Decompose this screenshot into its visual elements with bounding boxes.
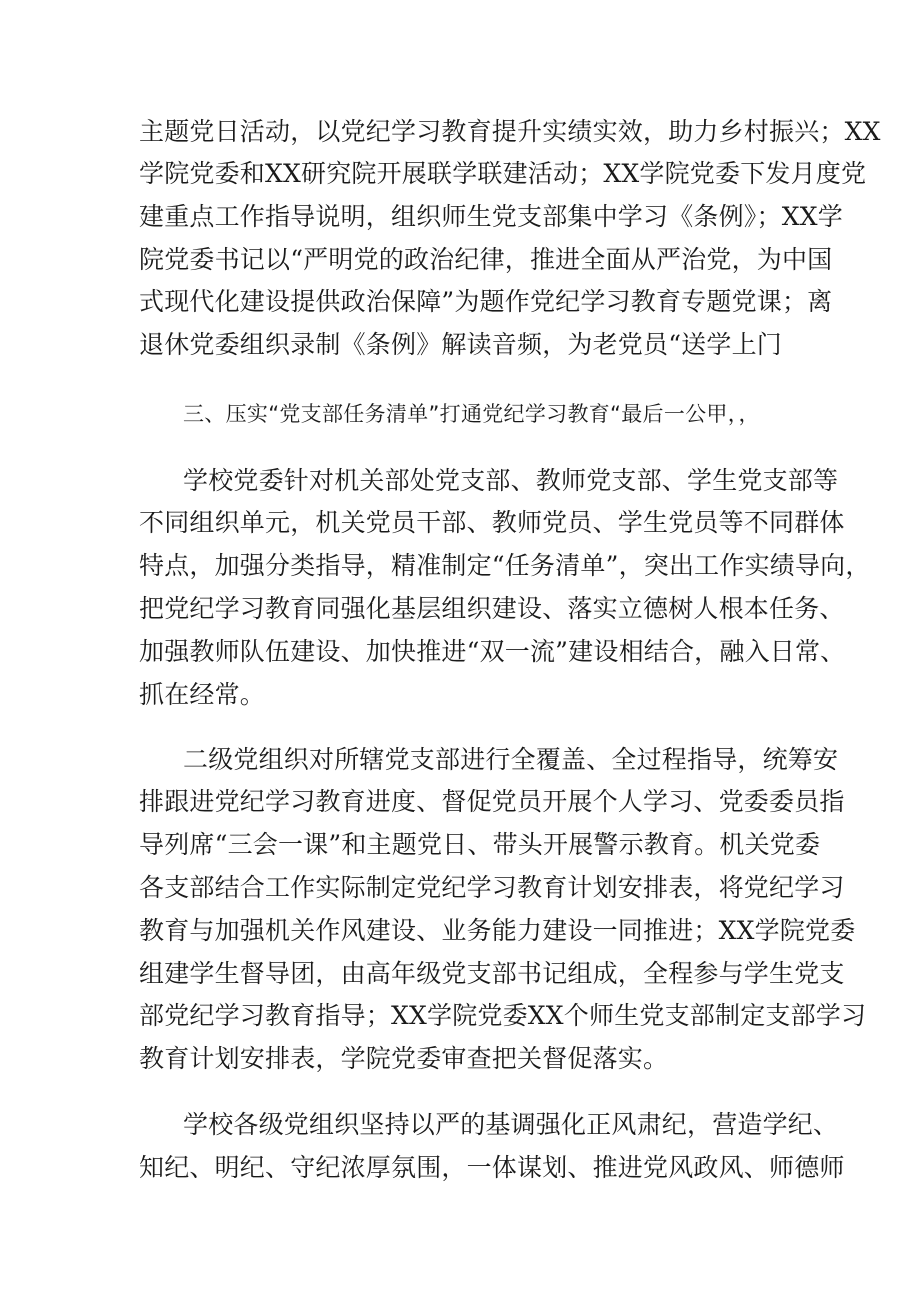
paragraph-1-line-4: 院党委书记以“严明党的政治纪律，推进全面从严治党，为中国 [139,245,833,274]
paragraph-2-line-5: 加强教师队伍建设、加快推进“双一流”建设相结合，融入日常、 [139,637,846,666]
section-heading: 三、压实“党支部任务清单”打通党纪学习教育“最后一公甲，， [183,402,760,426]
paragraph-1-line-3: 建重点工作指导说明，组织师生党支部集中学习《条例》；XX学 [139,202,843,231]
paragraph-3-line-8: 教育计划安排表，学院党委审查把关督促落实。 [139,1044,669,1073]
paragraph-3-line-4: 各支部结合工作实际制定党纪学习教育计划安排表，将党纪学习 [139,873,845,902]
paragraph-3-line-7: 部党纪学习教育指导；XX学院党委XX个师生党支部制定支部学习 [139,1001,867,1030]
paragraph-3-line-1: 二级党组织对所辖党支部进行全覆盖、全过程指导，统筹安 [183,745,839,774]
paragraph-1-line-1: 主题党日活动，以党纪学习教育提升实绩实效，助力乡村振兴；XX [139,117,881,146]
paragraph-3-line-3: 导列席“三会一课”和主题党日、带头开展警示教育。机关党委 [139,830,821,859]
paragraph-3-line-6: 组建学生督导团，由高年级党支部书记组成，全程参与学生党支 [139,959,845,988]
paragraph-1-line-6: 退休党委组织录制《条例》解读音频，为老党员“送学上门 [139,330,782,359]
paragraph-1-line-5: 式现代化建设提供政治保障”为题作党纪学习教育专题党课；离 [139,287,833,316]
paragraph-1-line-2: 学院党委和XX研究院开展联学联建活动；XX学院党委下发月度党 [139,159,867,188]
paragraph-2-line-2: 不同组织单元，机关党员干部、教师党员、学生党员等不同群体 [139,508,845,537]
paragraph-2-line-1: 学校党委针对机关部处党支部、教师党支部、学生党支部等 [183,466,839,495]
paragraph-3-line-5: 教育与加强机关作风建设、业务能力建设一同推进；XX学院党委 [139,916,856,945]
paragraph-4-line-2: 知纪、明纪、守纪浓厚氛围，一体谋划、推进党风政风、师德师 [139,1153,845,1182]
paragraph-2-line-6: 抓在经常。 [139,680,266,709]
paragraph-3-line-2: 排跟进党纪学习教育进度、督促党员开展个人学习、党委委员指 [139,787,845,816]
paragraph-2-line-3: 特点，加强分类指导，精准制定“任务清单”，突出工作实绩导向， [139,551,871,580]
paragraph-4-line-1: 学校各级党组织坚持以严的基调强化正风肃纪，营造学纪、 [183,1110,839,1139]
paragraph-2-line-4: 把党纪学习教育同强化基层组织建设、落实立德树人根本任务、 [139,594,845,623]
